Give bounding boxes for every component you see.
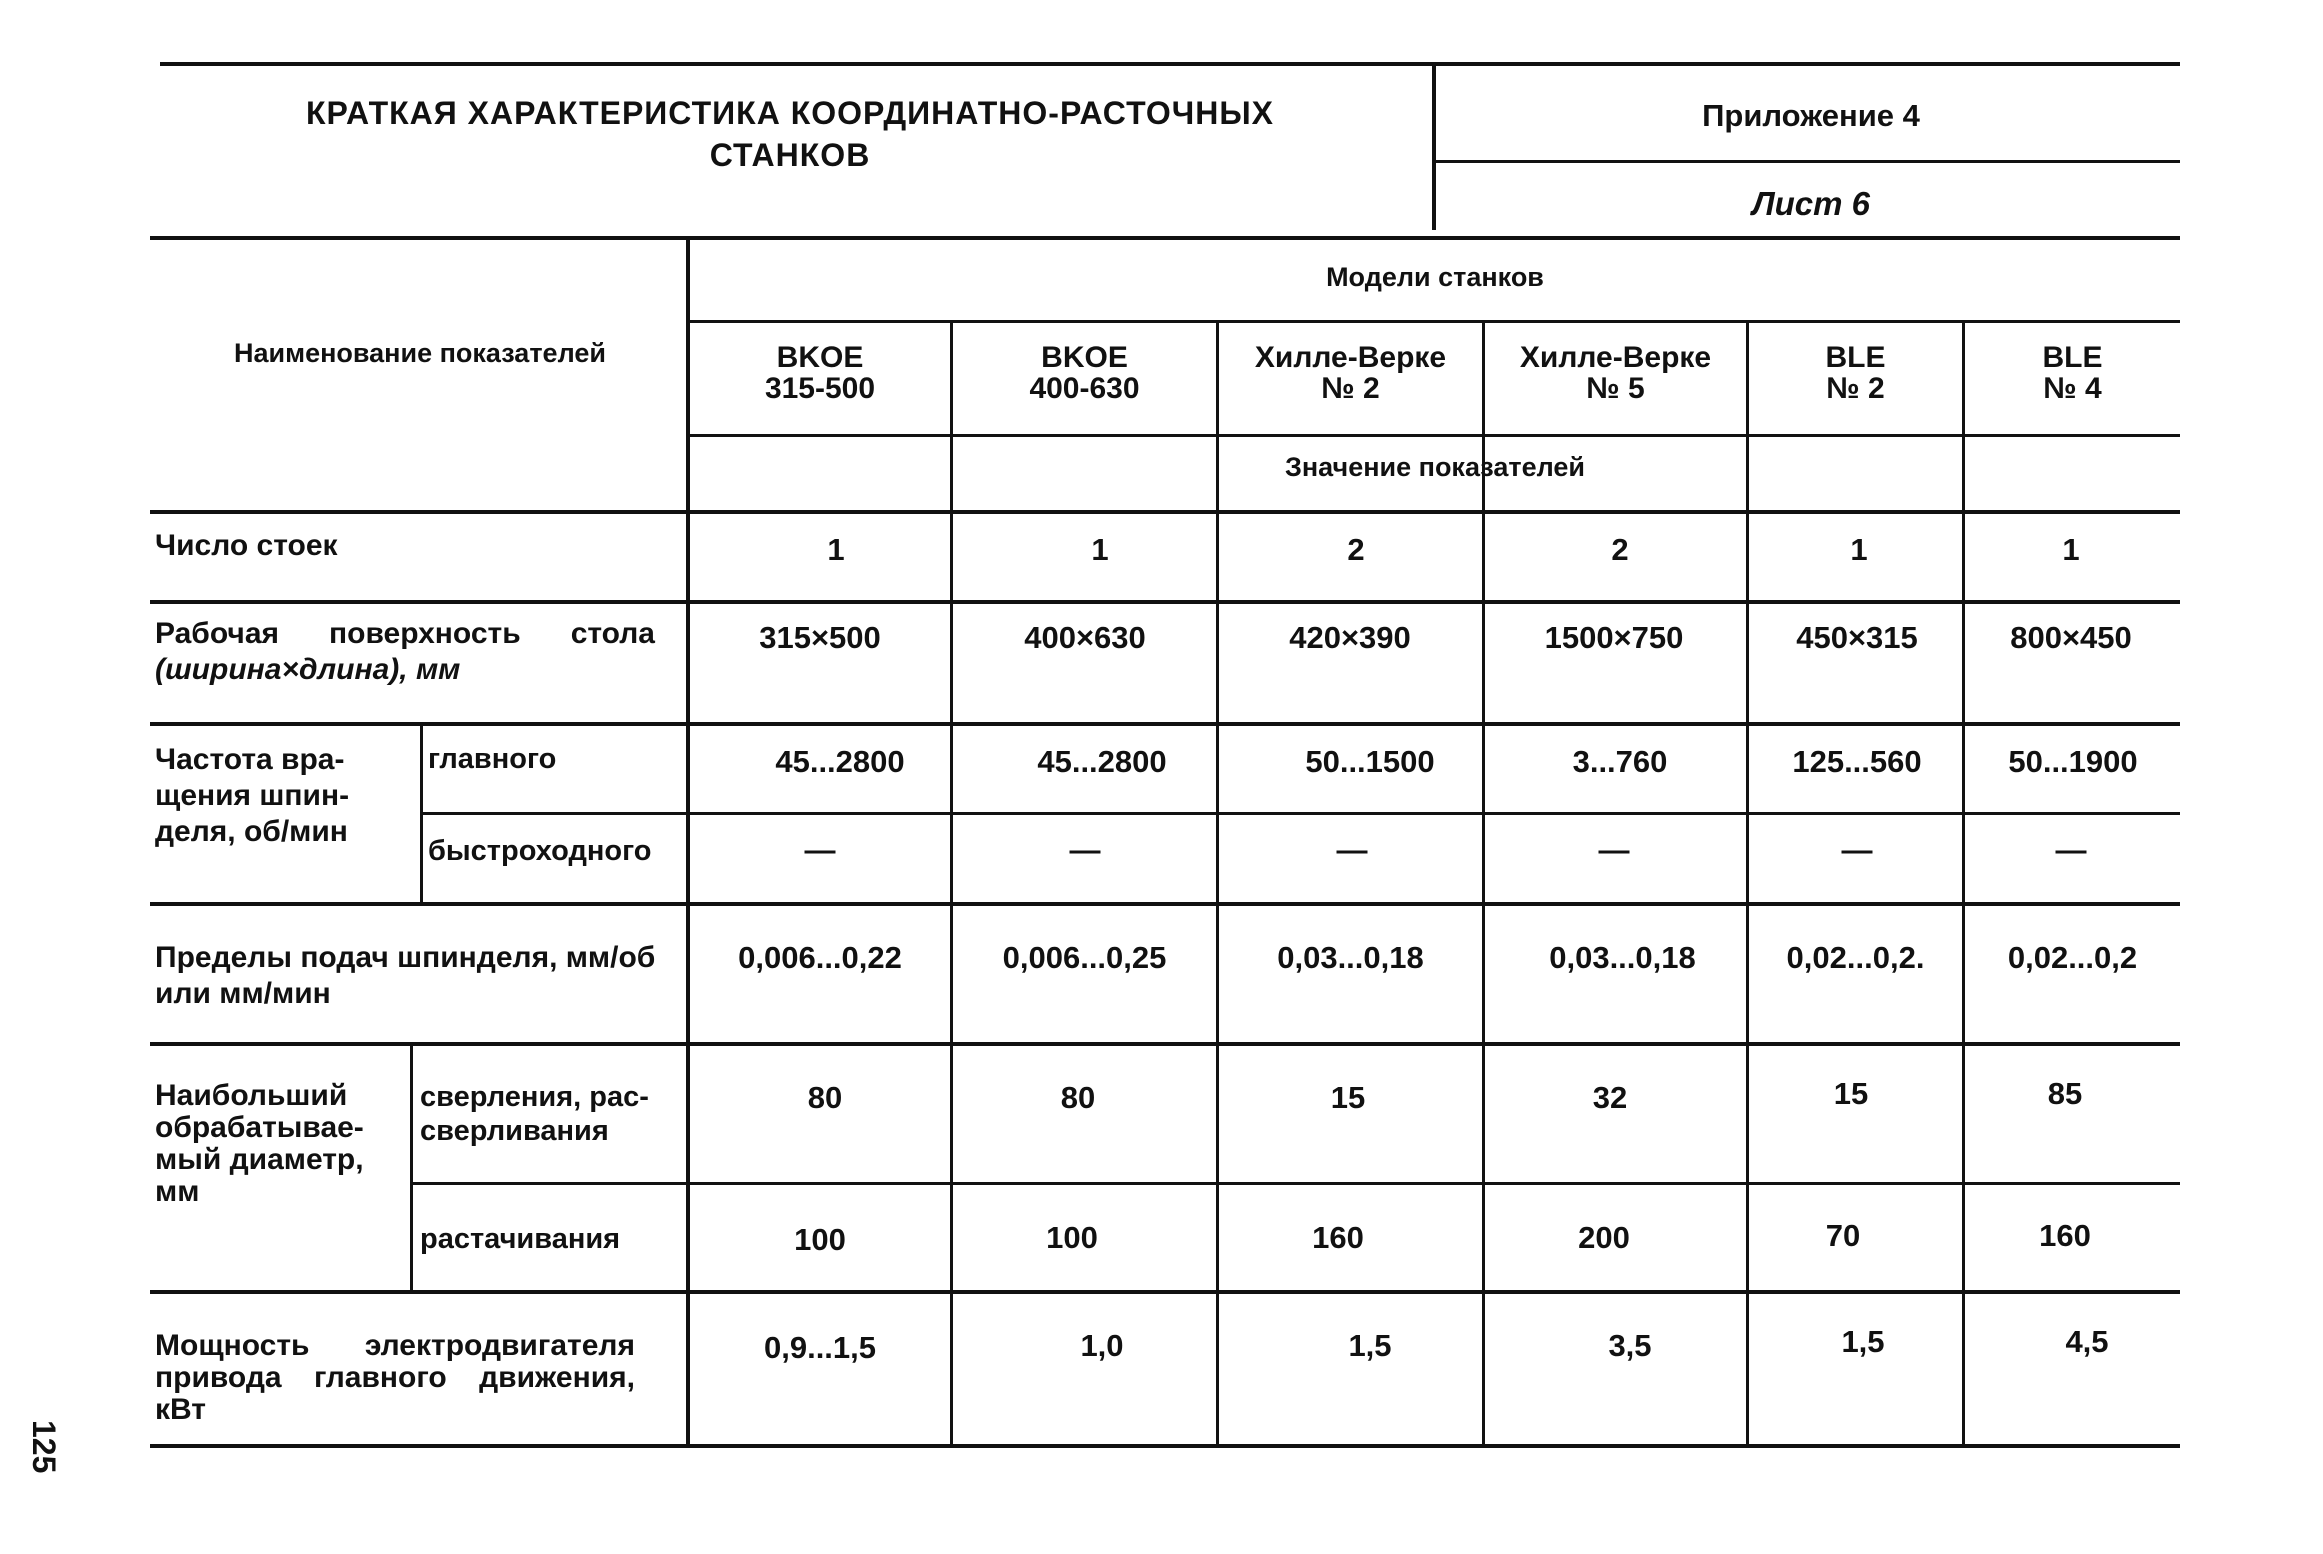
model-bkoe-315: BKOE 315-500 <box>764 341 876 405</box>
table-top-rule <box>150 236 2180 240</box>
spindle-sublabel-divider <box>420 724 423 904</box>
cell-feed-3: 0,03...0,18 <box>1277 940 1424 975</box>
col-divider-2 <box>1216 322 1219 1446</box>
model-ble-2: BLE № 2 <box>1825 341 1886 405</box>
cell-power-5: 1,5 <box>1841 1324 1885 1359</box>
cell-power-1: 0,9...1,5 <box>763 1330 877 1365</box>
col-divider-4 <box>1746 322 1749 1446</box>
cell-surface-4: 1500×750 <box>1544 620 1684 655</box>
models-header: Модели станков <box>1326 262 1544 292</box>
row-rule-2 <box>150 722 2180 726</box>
cell-drill-6: 85 <box>2047 1076 2083 1111</box>
cell-power-3: 1,5 <box>1348 1328 1392 1363</box>
row-label-table-surface: Рабочая поверхность стола <box>155 617 655 650</box>
table-bottom-rule <box>150 1444 2180 1448</box>
row-rule-3 <box>420 812 2180 815</box>
cell-feed-1: 0,006...0,22 <box>738 940 902 975</box>
cell-surface-6: 800×450 <box>2010 620 2132 655</box>
cell-surface-3: 420×390 <box>1289 620 1411 655</box>
cell-bore-2: 100 <box>1046 1220 1098 1255</box>
sheet-label: Лист 6 <box>1751 185 1871 222</box>
cell-surface-2: 400×630 <box>1024 620 1146 655</box>
cell-feed-4: 0,03...0,18 <box>1549 940 1696 975</box>
row-rule-6 <box>410 1182 2180 1185</box>
label-column-divider <box>686 236 690 1446</box>
cell-speed-main-2: 45...2800 <box>1037 744 1167 779</box>
models-bottom-rule <box>688 434 2180 437</box>
cell-columns-3: 2 <box>1347 532 1365 567</box>
cell-speed-main-6: 50...1900 <box>2008 744 2138 779</box>
cell-columns-5: 1 <box>1850 532 1868 567</box>
model-hille-2: Хилле-Верке № 2 <box>1254 341 1447 405</box>
col-divider-5 <box>1962 322 1965 1446</box>
cell-drill-1: 80 <box>807 1080 843 1115</box>
document-title: КРАТКАЯ ХАРАКТЕРИСТИКА КООРДИНАТНО-РАСТОЧНЫХ СТАНКОВ <box>305 95 1275 173</box>
cell-speed-fast-3: — <box>1336 832 1368 867</box>
appendix-label: Приложение 4 <box>1702 98 1920 133</box>
row-rule-4 <box>150 902 2180 906</box>
cell-bore-5: 70 <box>1825 1218 1861 1253</box>
row-rule-1 <box>150 600 2180 604</box>
cell-speed-fast-5: — <box>1841 832 1873 867</box>
diameter-sublabel-divider <box>410 1044 413 1292</box>
indicator-header: Наименование показателей <box>234 338 606 368</box>
cell-drill-3: 15 <box>1330 1080 1366 1115</box>
row-label-table-surface-2: (ширина×длина), мм <box>155 653 461 686</box>
cell-bore-6: 160 <box>2039 1218 2091 1253</box>
cell-speed-fast-4: — <box>1598 832 1630 867</box>
sublabel-drilling: сверления, рас- сверливания <box>420 1081 649 1147</box>
cell-columns-6: 1 <box>2062 532 2080 567</box>
appendix-underline <box>1434 160 2180 163</box>
cell-speed-main-1: 45...2800 <box>775 744 905 779</box>
row-label-motor-power: Мощность электродвигателя привода главного движения, кВт <box>155 1329 635 1426</box>
row-label-spindle-speed: Частота вра- щения шпин- деля, об/мин <box>155 743 350 848</box>
cell-speed-main-3: 50...1500 <box>1305 744 1435 779</box>
cell-speed-main-4: 3...760 <box>1572 744 1668 779</box>
model-ble-4: BLE № 4 <box>2042 341 2103 405</box>
row-rule-7 <box>150 1290 2180 1294</box>
page-number: 125 <box>26 1420 62 1474</box>
col-divider-3 <box>1482 322 1485 1446</box>
cell-bore-4: 200 <box>1578 1220 1630 1255</box>
cell-speed-fast-6: — <box>2055 832 2087 867</box>
cell-speed-fast-2: — <box>1069 832 1101 867</box>
cell-bore-1: 100 <box>794 1222 846 1257</box>
cell-columns-2: 1 <box>1091 532 1109 567</box>
cell-columns-1: 1 <box>827 532 845 567</box>
sublabel-main-spindle: главного <box>428 743 557 775</box>
cell-speed-main-5: 125...560 <box>1792 744 1922 779</box>
top-rule <box>160 62 2180 66</box>
cell-surface-5: 450×315 <box>1796 620 1918 655</box>
models-subheader-rule <box>688 320 2180 323</box>
cell-speed-fast-1: — <box>804 832 836 867</box>
cell-feed-2: 0,006...0,25 <box>1002 940 1167 975</box>
col-divider-1 <box>950 322 953 1446</box>
cell-drill-5: 15 <box>1833 1076 1869 1111</box>
cell-columns-4: 2 <box>1611 532 1629 567</box>
cell-feed-5: 0,02...0,2. <box>1786 940 1925 975</box>
cell-power-2: 1,0 <box>1080 1328 1124 1363</box>
row-label-columns: Число стоек <box>155 529 338 562</box>
cell-power-4: 3,5 <box>1608 1328 1652 1363</box>
row-label-max-diameter: Наибольший обрабатывае- мый диаметр, мм <box>155 1079 364 1208</box>
cell-power-6: 4,5 <box>2065 1324 2109 1359</box>
sublabel-fast-spindle: быстроходного <box>428 835 652 867</box>
cell-bore-3: 160 <box>1312 1220 1364 1255</box>
sublabel-boring: растачивания <box>420 1223 621 1255</box>
values-header: Значение показателей <box>1284 452 1586 482</box>
row-rule-5 <box>150 1042 2180 1046</box>
cell-drill-4: 32 <box>1592 1080 1628 1115</box>
model-hille-5: Хилле-Верке № 5 <box>1519 341 1712 405</box>
header-bottom-rule <box>150 510 2180 514</box>
row-label-feed-limits: Пределы подач шпинделя, мм/об или мм/мин <box>155 941 656 1010</box>
cell-feed-6: 0,02...0,2 <box>2007 940 2138 975</box>
model-bkoe-400: BKOE 400-630 <box>1029 341 1140 405</box>
cell-surface-1: 315×500 <box>759 620 881 655</box>
header-vertical-divider <box>1432 64 1436 230</box>
cell-drill-2: 80 <box>1060 1080 1096 1115</box>
